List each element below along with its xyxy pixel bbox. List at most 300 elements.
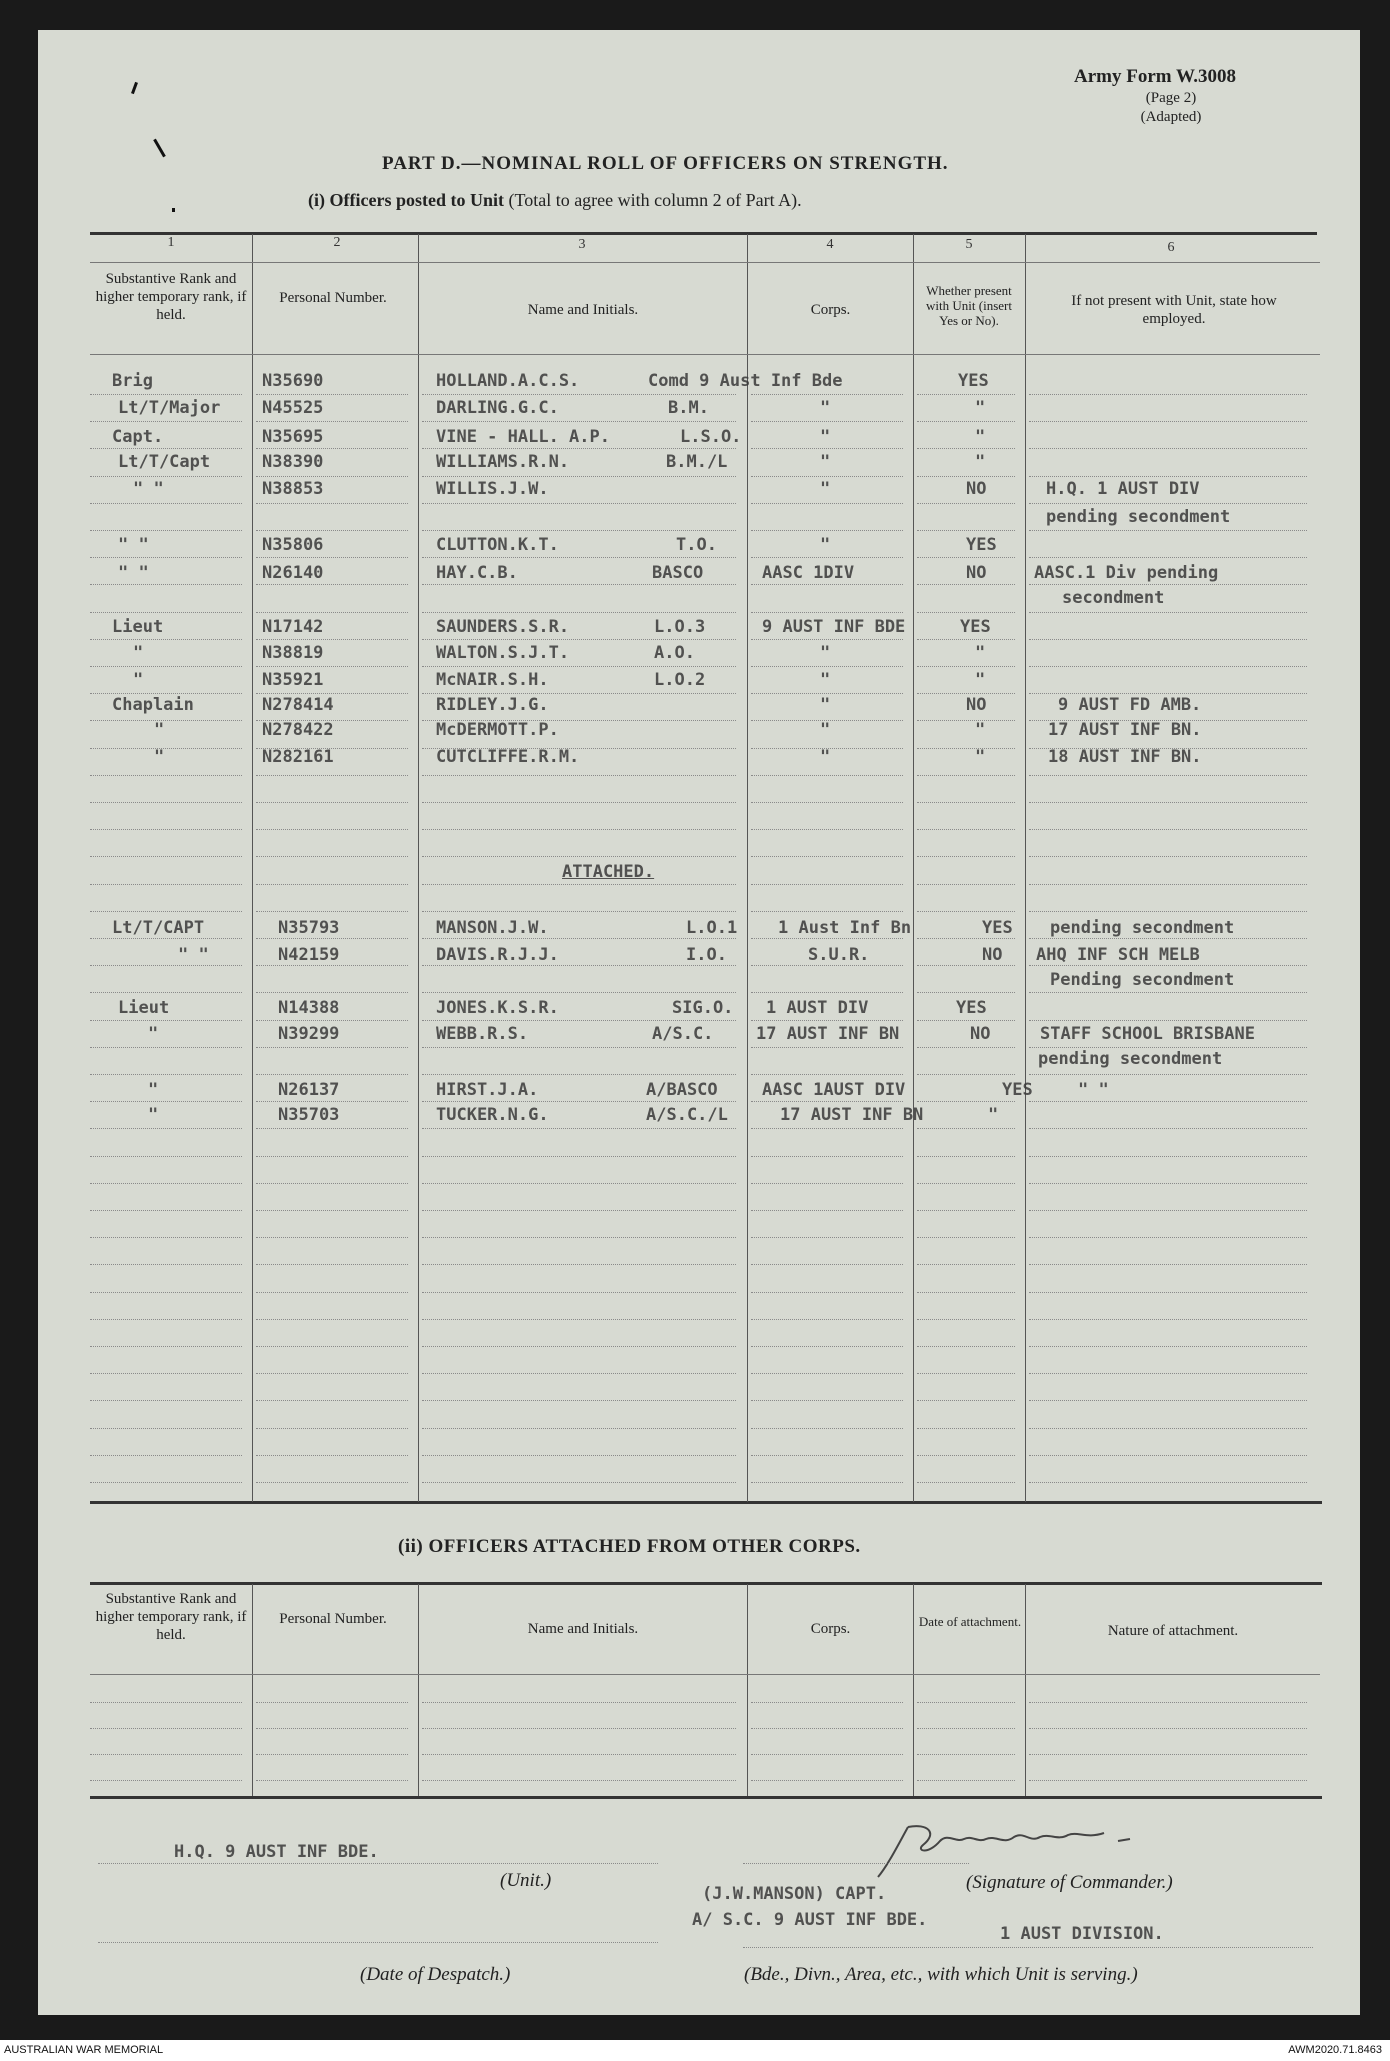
rank-cell: Lt/T/Major bbox=[118, 398, 221, 418]
commander-name: (J.W.MANSON) CAPT. bbox=[702, 1884, 887, 1904]
rank-cell: " bbox=[148, 1024, 159, 1044]
ruling-line bbox=[422, 584, 736, 585]
ruling-line bbox=[422, 1754, 736, 1755]
present-cell: " bbox=[975, 452, 986, 472]
ruling-line bbox=[90, 1373, 242, 1374]
date-line bbox=[98, 1942, 658, 1943]
part-ii-header-corps: Corps. bbox=[810, 1621, 851, 1637]
ruling-line bbox=[90, 394, 242, 395]
ruling-line bbox=[422, 1455, 736, 1456]
ruling-line bbox=[256, 639, 408, 640]
ruling-line bbox=[422, 1728, 736, 1729]
ruling-line bbox=[422, 394, 736, 395]
appointment-cell: L.O.2 bbox=[654, 670, 706, 690]
ruling-line bbox=[917, 394, 1015, 395]
ruling-line bbox=[1029, 1210, 1307, 1211]
header-rank: Substantive Rank and higher temporary rank, if held. bbox=[95, 271, 247, 323]
ruling-line bbox=[90, 1455, 242, 1456]
name-cell: McNAIR.S.H. bbox=[436, 670, 549, 690]
ruling-line bbox=[917, 421, 1015, 422]
col-divider bbox=[913, 234, 914, 1502]
ruling-line bbox=[1029, 884, 1307, 885]
ruling-line bbox=[422, 884, 736, 885]
ruling-line bbox=[422, 639, 736, 640]
present-cell: NO bbox=[970, 1024, 991, 1044]
name-cell: HAY.C.B. bbox=[436, 563, 518, 583]
appointment-cell: A/S.C./L bbox=[646, 1105, 728, 1125]
rank-cell: Lt/T/Capt bbox=[118, 452, 211, 472]
ruling-line bbox=[1029, 666, 1307, 667]
ruling-line bbox=[90, 720, 242, 721]
ruling-line bbox=[90, 1428, 242, 1429]
number-cell: N278422 bbox=[262, 720, 334, 740]
credit-right: AWM2020.71.8463 bbox=[1288, 2044, 1382, 2056]
ruling-line bbox=[751, 1346, 903, 1347]
ruling-line bbox=[1029, 1319, 1307, 1320]
ruling-line bbox=[917, 1373, 1015, 1374]
ruling-line bbox=[751, 448, 903, 449]
ruling-line bbox=[1029, 911, 1307, 912]
name-cell: WEBB.R.S. bbox=[436, 1024, 529, 1044]
ruling-line bbox=[751, 1020, 903, 1021]
ruling-line bbox=[256, 1702, 408, 1703]
ruling-line bbox=[751, 938, 903, 939]
ruling-line bbox=[917, 1400, 1015, 1401]
corps-cell: " bbox=[820, 747, 831, 767]
ruling-line bbox=[422, 1210, 736, 1211]
ruling-line bbox=[917, 1183, 1015, 1184]
name-cell: WILLIS.J.W. bbox=[436, 479, 549, 499]
ruling-line bbox=[422, 1237, 736, 1238]
ruling-line bbox=[751, 421, 903, 422]
ruling-line bbox=[422, 1702, 736, 1703]
ruling-line bbox=[90, 1101, 242, 1102]
ruling-line bbox=[422, 1264, 736, 1265]
ruling-line bbox=[917, 1455, 1015, 1456]
ruling-line bbox=[1029, 1780, 1307, 1781]
rank-cell: Lieut bbox=[112, 617, 164, 637]
ink-mark bbox=[131, 82, 138, 94]
ruling-line bbox=[256, 1455, 408, 1456]
ruling-line bbox=[256, 775, 408, 776]
col-divider bbox=[252, 234, 253, 1502]
ruling-line bbox=[751, 584, 903, 585]
serving-label: (Bde., Divn., Area, etc., with which Unit is serving.) bbox=[744, 1964, 1138, 1985]
ruling-line bbox=[1029, 938, 1307, 939]
rank-cell: Brig bbox=[112, 371, 153, 391]
commander-role: A/ S.C. 9 AUST INF BDE. bbox=[692, 1910, 928, 1930]
number-cell: N26137 bbox=[278, 1080, 340, 1100]
number-cell: N35703 bbox=[278, 1105, 340, 1125]
ruling-line bbox=[256, 666, 408, 667]
ruling-line bbox=[917, 1210, 1015, 1211]
header-employed: If not present with Unit, state how employed. bbox=[1071, 293, 1277, 327]
ruling-line bbox=[422, 666, 736, 667]
subtitle-bold: (i) Officers posted to Unit bbox=[308, 190, 504, 210]
ruling-line bbox=[90, 1047, 242, 1048]
name-cell: DAVIS.R.J.J. bbox=[436, 945, 559, 965]
ruling-line bbox=[1029, 1400, 1307, 1401]
ruling-line bbox=[256, 1728, 408, 1729]
ruling-line bbox=[90, 1319, 242, 1320]
ruling-line bbox=[1029, 1101, 1307, 1102]
present-cell: YES bbox=[956, 998, 987, 1018]
ruling-line bbox=[917, 802, 1015, 803]
ink-mark bbox=[172, 208, 175, 212]
ruling-line bbox=[1029, 1346, 1307, 1347]
rank-cell: " " bbox=[118, 563, 149, 583]
column-number: 1 bbox=[167, 235, 175, 250]
ruling-line bbox=[751, 965, 903, 966]
ruling-line bbox=[917, 530, 1015, 531]
ruling-line bbox=[256, 394, 408, 395]
ruling-line bbox=[751, 394, 903, 395]
credit-left: AUSTRALIAN WAR MEMORIAL bbox=[4, 2044, 164, 2056]
ruling-line bbox=[751, 1319, 903, 1320]
ruling-line bbox=[751, 1074, 903, 1075]
name-cell: MANSON.J.W. bbox=[436, 918, 549, 938]
ruling-line bbox=[256, 1319, 408, 1320]
appointment-cell: B.M. bbox=[668, 398, 709, 418]
appointment-cell: A/S.C. bbox=[652, 1024, 714, 1044]
part-ii-top-rule bbox=[90, 1582, 1322, 1585]
ruling-line bbox=[751, 1455, 903, 1456]
corps-cell: AASC 1AUST DIV bbox=[762, 1080, 906, 1100]
ruling-line bbox=[917, 1074, 1015, 1075]
ruling-line bbox=[1029, 965, 1307, 966]
part-ii-title: (ii) OFFICERS ATTACHED FROM OTHER CORPS. bbox=[398, 1536, 861, 1557]
appointment-cell: BASCO bbox=[652, 563, 704, 583]
corps-cell: " bbox=[820, 535, 831, 555]
ruling-line bbox=[90, 639, 242, 640]
ruling-line bbox=[422, 1780, 736, 1781]
ruling-line bbox=[751, 503, 903, 504]
ruling-line bbox=[751, 1428, 903, 1429]
ruling-line bbox=[256, 1101, 408, 1102]
ruling-line bbox=[256, 884, 408, 885]
number-cell: N35695 bbox=[262, 427, 324, 447]
header-bottom-rule bbox=[90, 354, 1320, 355]
subtitle-rest: (Total to agree with column 2 of Part A). bbox=[503, 190, 802, 210]
ink-mark bbox=[153, 139, 166, 158]
ruling-line bbox=[917, 448, 1015, 449]
ruling-line bbox=[90, 856, 242, 857]
corps-cell: AASC 1DIV bbox=[762, 563, 855, 583]
employed-cell: secondment bbox=[1062, 588, 1165, 608]
ruling-line bbox=[422, 1319, 736, 1320]
header-corps: Corps. bbox=[810, 302, 851, 318]
ruling-line bbox=[751, 1210, 903, 1211]
ruling-line bbox=[1029, 1455, 1307, 1456]
present-cell: " bbox=[975, 643, 986, 663]
employed-cell: " " bbox=[1078, 1080, 1109, 1100]
rank-cell: " " bbox=[133, 479, 164, 499]
ruling-line bbox=[422, 1020, 736, 1021]
part-ii-bottom-rule bbox=[90, 1796, 1322, 1799]
ruling-line bbox=[1029, 1183, 1307, 1184]
ruling-line bbox=[422, 1400, 736, 1401]
number-cell: N17142 bbox=[262, 617, 324, 637]
employed-cell: Pending secondment bbox=[1050, 970, 1235, 990]
ruling-line bbox=[1029, 530, 1307, 531]
ruling-line bbox=[751, 1156, 903, 1157]
ruling-line bbox=[1029, 1128, 1307, 1129]
ruling-line bbox=[90, 1754, 242, 1755]
ruling-line bbox=[256, 476, 408, 477]
ruling-line bbox=[751, 1101, 903, 1102]
appointment-cell: I.O. bbox=[686, 945, 727, 965]
rank-cell: " bbox=[154, 720, 165, 740]
ruling-line bbox=[256, 992, 408, 993]
name-cell: WALTON.S.J.T. bbox=[436, 643, 570, 663]
corps-cell: 1 AUST DIV bbox=[766, 998, 869, 1018]
ruling-line bbox=[751, 1047, 903, 1048]
ruling-line bbox=[422, 1074, 736, 1075]
ruling-line bbox=[751, 612, 903, 613]
ruling-line bbox=[751, 1482, 903, 1483]
ruling-line bbox=[256, 612, 408, 613]
ruling-line bbox=[1029, 1754, 1307, 1755]
ruling-line bbox=[1029, 612, 1307, 613]
ruling-line bbox=[422, 1047, 736, 1048]
ruling-line bbox=[90, 1780, 242, 1781]
employed-cell: H.Q. 1 AUST DIV bbox=[1046, 479, 1200, 499]
ruling-line bbox=[90, 802, 242, 803]
ruling-line bbox=[256, 503, 408, 504]
ruling-line bbox=[1029, 802, 1307, 803]
ruling-line bbox=[90, 1482, 242, 1483]
ruling-line bbox=[751, 557, 903, 558]
col-divider bbox=[418, 234, 419, 1502]
ruling-line bbox=[90, 1400, 242, 1401]
ruling-line bbox=[422, 992, 736, 993]
appointment-cell: L.O.1 bbox=[686, 918, 738, 938]
ruling-line bbox=[90, 992, 242, 993]
number-cell: N35793 bbox=[278, 918, 340, 938]
ruling-line bbox=[90, 612, 242, 613]
employed-cell: pending secondment bbox=[1038, 1049, 1223, 1069]
ruling-line bbox=[256, 1264, 408, 1265]
corps-cell: S.U.R. bbox=[808, 945, 870, 965]
ruling-line bbox=[1029, 1702, 1307, 1703]
employed-cell: 9 AUST FD AMB. bbox=[1058, 695, 1202, 715]
ruling-line bbox=[90, 1264, 242, 1265]
number-cell: N38819 bbox=[262, 643, 324, 663]
rank-cell: " bbox=[133, 670, 144, 690]
ruling-line bbox=[917, 557, 1015, 558]
name-cell: HOLLAND.A.C.S. bbox=[436, 371, 580, 391]
ruling-line bbox=[917, 1292, 1015, 1293]
ruling-line bbox=[751, 1183, 903, 1184]
ruling-line bbox=[751, 1128, 903, 1129]
present-cell: YES bbox=[1002, 1080, 1033, 1100]
ruling-line bbox=[917, 1237, 1015, 1238]
ruling-line bbox=[90, 1074, 242, 1075]
ruling-line bbox=[256, 1128, 408, 1129]
ruling-line bbox=[751, 1264, 903, 1265]
appointment-cell: SIG.O. bbox=[672, 998, 734, 1018]
ruling-line bbox=[1029, 448, 1307, 449]
ruling-line bbox=[917, 911, 1015, 912]
employed-cell: STAFF SCHOOL BRISBANE bbox=[1040, 1024, 1255, 1044]
ruling-line bbox=[917, 829, 1015, 830]
ruling-line bbox=[422, 421, 736, 422]
ruling-line bbox=[422, 530, 736, 531]
serving-line bbox=[743, 1947, 1313, 1948]
ruling-line bbox=[256, 802, 408, 803]
number-cell: N38390 bbox=[262, 452, 324, 472]
part-ii-header-name: Name and Initials. bbox=[527, 1621, 639, 1637]
ruling-line bbox=[751, 530, 903, 531]
ruling-line bbox=[422, 1346, 736, 1347]
ruling-line bbox=[90, 748, 242, 749]
ruling-line bbox=[751, 1728, 903, 1729]
ruling-line bbox=[422, 1482, 736, 1483]
ruling-line bbox=[422, 503, 736, 504]
part-ii-header-number: Personal Number. bbox=[279, 1611, 387, 1627]
part-ii-header-rule bbox=[90, 1674, 1320, 1675]
ruling-line bbox=[256, 1074, 408, 1075]
col-divider bbox=[1025, 1584, 1026, 1796]
ruling-line bbox=[256, 448, 408, 449]
ruling-line bbox=[751, 639, 903, 640]
ruling-line bbox=[1029, 1047, 1307, 1048]
column-number: 4 bbox=[826, 237, 834, 252]
ruling-line bbox=[917, 476, 1015, 477]
rank-cell: " bbox=[148, 1080, 159, 1100]
appointment-cell: B.M./L bbox=[666, 452, 728, 472]
ruling-line bbox=[256, 938, 408, 939]
ruling-line bbox=[917, 666, 1015, 667]
unit-label: (Unit.) bbox=[500, 1870, 552, 1891]
number-cell: N35806 bbox=[262, 535, 324, 555]
ruling-line bbox=[90, 1156, 242, 1157]
rank-cell: " " bbox=[118, 535, 149, 555]
rank-cell: " " bbox=[178, 945, 209, 965]
ruling-line bbox=[422, 802, 736, 803]
ruling-line bbox=[751, 476, 903, 477]
ruling-line bbox=[751, 1780, 903, 1781]
ruling-line bbox=[422, 1128, 736, 1129]
present-cell: NO bbox=[966, 695, 987, 715]
ruling-line bbox=[917, 639, 1015, 640]
present-cell: YES bbox=[982, 918, 1013, 938]
ruling-line bbox=[917, 938, 1015, 939]
ruling-line bbox=[256, 856, 408, 857]
name-cell: DARLING.G.C. bbox=[436, 398, 559, 418]
number-cell: N26140 bbox=[262, 563, 324, 583]
name-cell: McDERMOTT.P. bbox=[436, 720, 559, 740]
column-number: 2 bbox=[333, 235, 341, 250]
corps-cell: " bbox=[820, 427, 831, 447]
ruling-line bbox=[1029, 1728, 1307, 1729]
document-sheet bbox=[38, 30, 1360, 2015]
ruling-line bbox=[422, 557, 736, 558]
ruling-line bbox=[256, 1428, 408, 1429]
ruling-line bbox=[256, 421, 408, 422]
ruling-line bbox=[90, 911, 242, 912]
ruling-line bbox=[751, 666, 903, 667]
ruling-line bbox=[751, 1373, 903, 1374]
ruling-line bbox=[917, 1047, 1015, 1048]
header-personal-number: Personal Number. bbox=[279, 290, 387, 306]
present-cell: " bbox=[975, 427, 986, 447]
col-divider bbox=[747, 234, 748, 1502]
ruling-line bbox=[1029, 503, 1307, 504]
ruling-line bbox=[256, 829, 408, 830]
ruling-line bbox=[422, 1156, 736, 1157]
appointment-cell: Comd 9 Aust Inf Bde bbox=[648, 371, 843, 391]
ruling-line bbox=[917, 1754, 1015, 1755]
ruling-line bbox=[422, 856, 736, 857]
ruling-line bbox=[751, 775, 903, 776]
ruling-line bbox=[256, 1237, 408, 1238]
ruling-line bbox=[90, 1237, 242, 1238]
rank-cell: " bbox=[148, 1105, 159, 1125]
corps-cell: " bbox=[820, 670, 831, 690]
ruling-line bbox=[256, 1047, 408, 1048]
ruling-line bbox=[422, 1373, 736, 1374]
rank-cell: Lieut bbox=[118, 998, 170, 1018]
name-cell: RIDLEY.J.G. bbox=[436, 695, 549, 715]
ruling-line bbox=[422, 1183, 736, 1184]
ruling-line bbox=[917, 720, 1015, 721]
ruling-line bbox=[917, 856, 1015, 857]
ruling-line bbox=[90, 1210, 242, 1211]
column-number: 6 bbox=[1167, 240, 1175, 255]
corps-cell: " bbox=[820, 695, 831, 715]
ruling-line bbox=[90, 1346, 242, 1347]
ruling-line bbox=[917, 1780, 1015, 1781]
form-page: (Page 2) bbox=[1145, 90, 1197, 106]
page-subtitle bbox=[308, 190, 802, 211]
ruling-line bbox=[422, 911, 736, 912]
number-cell: N42159 bbox=[278, 945, 340, 965]
rank-cell: Chaplain bbox=[112, 695, 194, 715]
rank-cell: Lt/T/CAPT bbox=[112, 918, 205, 938]
ruling-line bbox=[917, 1346, 1015, 1347]
signature-line bbox=[743, 1863, 969, 1864]
ruling-line bbox=[751, 1237, 903, 1238]
number-cell: N278414 bbox=[262, 695, 334, 715]
ruling-line bbox=[917, 748, 1015, 749]
ruling-line bbox=[751, 992, 903, 993]
signature-label: (Signature of Commander.) bbox=[966, 1872, 1173, 1893]
ruling-line bbox=[917, 775, 1015, 776]
header-divider bbox=[90, 262, 1320, 263]
ruling-line bbox=[1029, 1373, 1307, 1374]
rank-cell: Capt. bbox=[112, 427, 164, 447]
ruling-line bbox=[1029, 775, 1307, 776]
corps-cell: 9 AUST INF BDE bbox=[762, 617, 906, 637]
present-cell: " bbox=[975, 720, 986, 740]
ruling-line bbox=[751, 1292, 903, 1293]
part-ii-header-nature: Nature of attachment. bbox=[1107, 1623, 1239, 1639]
attached-heading: ATTACHED. bbox=[562, 862, 655, 882]
ruling-line bbox=[917, 1156, 1015, 1157]
appointment-cell: T.O. bbox=[676, 535, 717, 555]
corps-cell: 17 AUST INF BN bbox=[756, 1024, 900, 1044]
form-number: Army Form W.3008 bbox=[1074, 66, 1237, 87]
appointment-cell: A.O. bbox=[654, 643, 695, 663]
ruling-line bbox=[1029, 1292, 1307, 1293]
ruling-line bbox=[917, 612, 1015, 613]
ruling-line bbox=[1029, 1020, 1307, 1021]
present-cell: YES bbox=[966, 535, 997, 555]
column-number: 5 bbox=[965, 237, 973, 252]
col-divider bbox=[913, 1584, 914, 1796]
unit-line bbox=[98, 1863, 658, 1864]
